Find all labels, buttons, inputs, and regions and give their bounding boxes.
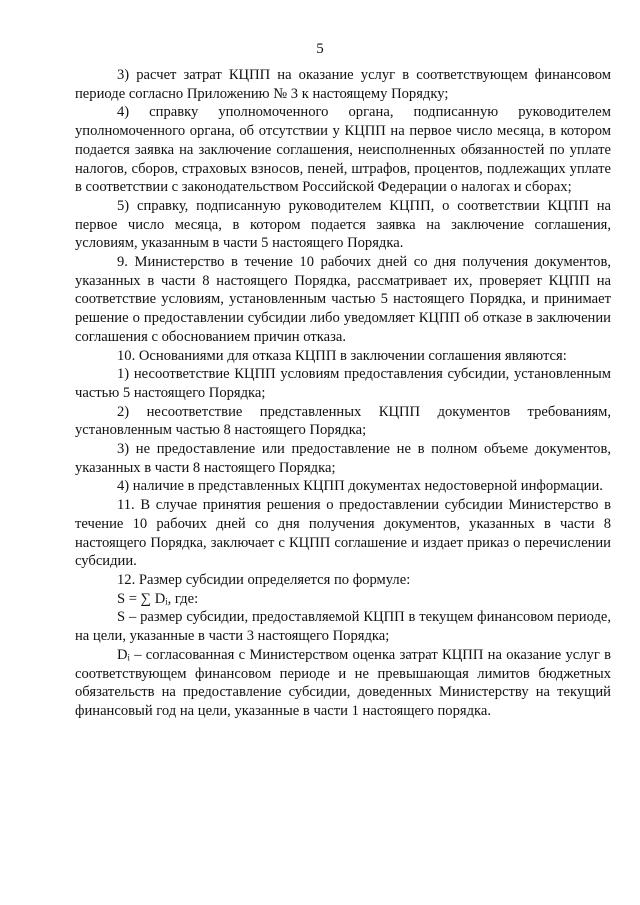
paragraph-section-10: 10. Основаниями для отказа КЦПП в заключении соглашения являются: [117, 347, 567, 364]
paragraph-refusal-1: 1) несоответствие КЦПП условиям предоставления субсидии, установленным частью 5 настоящего Порядка; [75, 366, 611, 401]
paragraph-definition-s: S – размер субсидии, предоставляемой КЦПП в текущем финансовом периоде, на цели, указанные в части 3 настоящего Порядка; [75, 609, 611, 645]
paragraph-definition-di: Dᵢ – согласованная с Министерством оценка затрат КЦПП на оказание услуг в соответствующем финансовом периоде и не превышающая лимитов бюджетных обязательств на предоставление субсидии, доведенных Министерству на текущий финансовый год на цели, указанные в части 1 настоящего порядка. [75, 646, 611, 719]
document-body [75, 66, 611, 721]
paragraph-item-5: 5) справку, подписанную руководителем КЦПП, о соответствии КЦПП на первое число месяца, в котором подается заявка на заключение соглашения, условиям, указанным в части 5 настоящего Порядка. [75, 197, 611, 252]
paragraph-section-12: 12. Размер субсидии определяется по формуле: [117, 571, 411, 588]
paragraph-refusal-2: 2) несоответствие представленных КЦПП документов требованиям, установленным частью 8 настоящего Порядка; [75, 403, 611, 439]
formula-line: S = ∑ Dᵢ, где: [117, 590, 199, 607]
paragraph-item-4: 4) справку уполномоченного органа, подписанную руководителем уполномоченного органа, об отсутствии у КЦПП на первое число месяца, в котором подается заявка на заключение соглашения, неисполненных обязанностей по уплате налогов, сборов, страховых взносов, пеней, штрафов, процентов, подлежащих уплате в соответствии с законодательством Российской Федерации о налогах и сборах; [75, 104, 611, 196]
paragraph-refusal-3: 3) не предоставление или предоставление не в полном объеме документов, указанных в части 8 настоящего Порядка; [75, 441, 611, 476]
paragraph-section-11: 11. В случае принятия решения о предоставлении субсидии Министерство в течение 10 рабочих дней со дня получения документов, указанных в части 8 настоящего Порядка, заключает с КЦПП соглашение и издает приказ о перечислении субсидии. [75, 497, 611, 570]
page-number: 5 [316, 41, 324, 57]
paragraph-section-9: 9. Министерство в течение 10 рабочих дней со дня получения документов, указанных в части 8 настоящего Порядка, рассматривает их, проверяет КЦПП на соответствие условиям, установленным частью 5 настоящего Порядка, и принимает решение о предоставлении субсидии либо уведомляет КЦПП об отказе в заключении соглашения с обоснованием причин отказа. [75, 254, 611, 345]
paragraph-refusal-4: 4) наличие в представленных КЦПП документах недостоверной информации. [117, 478, 603, 495]
paragraph-item-3: 3) расчет затрат КЦПП на оказание услуг в соответствующем финансовом периоде согласно Приложению № 3 к настоящему Порядку; [75, 67, 611, 102]
